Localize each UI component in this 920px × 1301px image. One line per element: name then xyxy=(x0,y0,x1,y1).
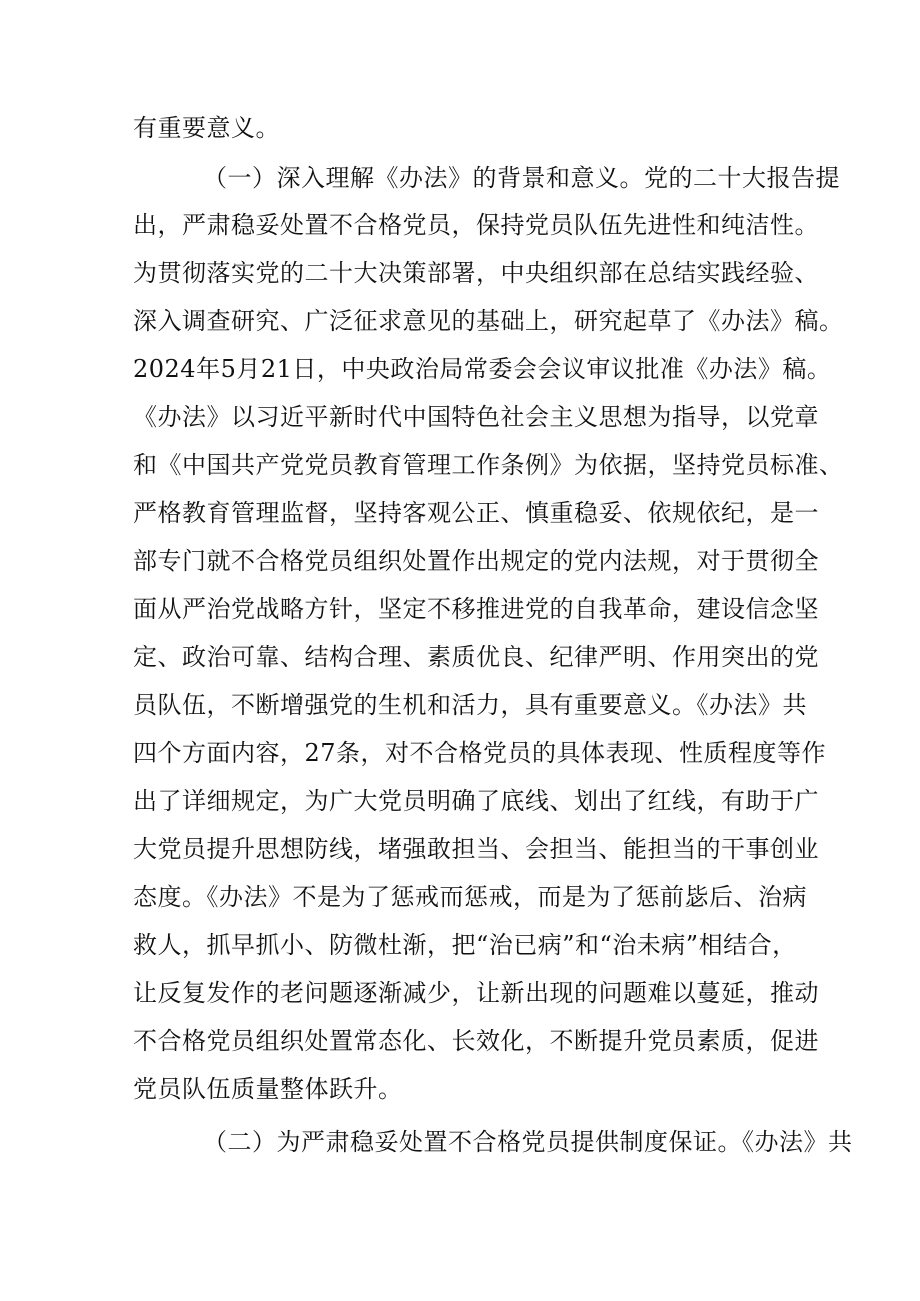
text-line-18: 救人，抓早抓小、防微杜渐，把“治已病”和“治未病”相结合， xyxy=(133,931,797,959)
text-line-21: 党员队伍质量整体跃升。 xyxy=(133,1075,403,1103)
section-heading-2: （二）为严肃稳妥处置不合格党员提供制度保证。《办法》共 xyxy=(203,1128,853,1156)
text-line-3: 出，严肃稳妥处置不合格党员，保持党员队伍先进性和纯洁性。 xyxy=(133,211,819,239)
text-line-16: 大党员提升思想防线，堵强敢担当、会担当、能担当的干事创业 xyxy=(133,835,819,863)
text-line-10: 部专门就不合格党员组织处置作出规定的党内法规，对于贯彻全 xyxy=(133,547,819,575)
text-line-8: 和《中国共产党党员教育管理工作条例》为依据，坚持党员标准、 xyxy=(133,451,844,479)
text-line-12: 定、政治可靠、结构合理、素质优良、纪律严明、作用突出的党 xyxy=(133,643,819,671)
text-line-15: 出了详细规定，为广大党员明确了底线、划出了红线，有助于广 xyxy=(133,787,819,815)
text-line-13: 员队伍，不断增强党的生机和活力，具有重要意义。《办法》共 xyxy=(133,691,807,719)
text-line-1: 有重要意义。 xyxy=(133,114,280,142)
text-line-20: 不合格党员组织处置常态化、长效化，不断提升党员素质，促进 xyxy=(133,1027,819,1055)
text-line-4: 为贯彻落实党的二十大决策部署，中央组织部在总结实践经验、 xyxy=(133,259,819,287)
text-line-17: 态度。《办法》不是为了惩戒而惩戒，而是为了惩前毖后、治病 xyxy=(133,883,807,911)
text-line-19: 让反复发作的老问题逐渐减少，让新出现的问题难以蔓延，推动 xyxy=(133,979,819,1007)
text-line-7: 《办法》以习近平新时代中国特色社会主义思想为指导，以党章 xyxy=(133,403,819,431)
text-line-14: 四个方面内容，27条，对不合格党员的具体表现、性质程度等作 xyxy=(133,739,827,767)
text-line-5: 深入调查研究、广泛征求意见的基础上，研究起草了《办法》稿。 xyxy=(133,307,844,335)
text-line-6: 2024年5月21日，中央政治局常委会会议审议批准《办法》稿。 xyxy=(133,355,832,383)
text-line-11: 面从严治党战略方针，坚定不移推进党的自我革命，建设信念坚 xyxy=(133,595,819,623)
section-heading-1: （一）深入理解《办法》的背景和意义。党的二十大报告提 xyxy=(203,164,840,192)
text-line-9: 严格教育管理监督，坚持客观公正、慎重稳妥、依规依纪，是一 xyxy=(133,499,819,527)
